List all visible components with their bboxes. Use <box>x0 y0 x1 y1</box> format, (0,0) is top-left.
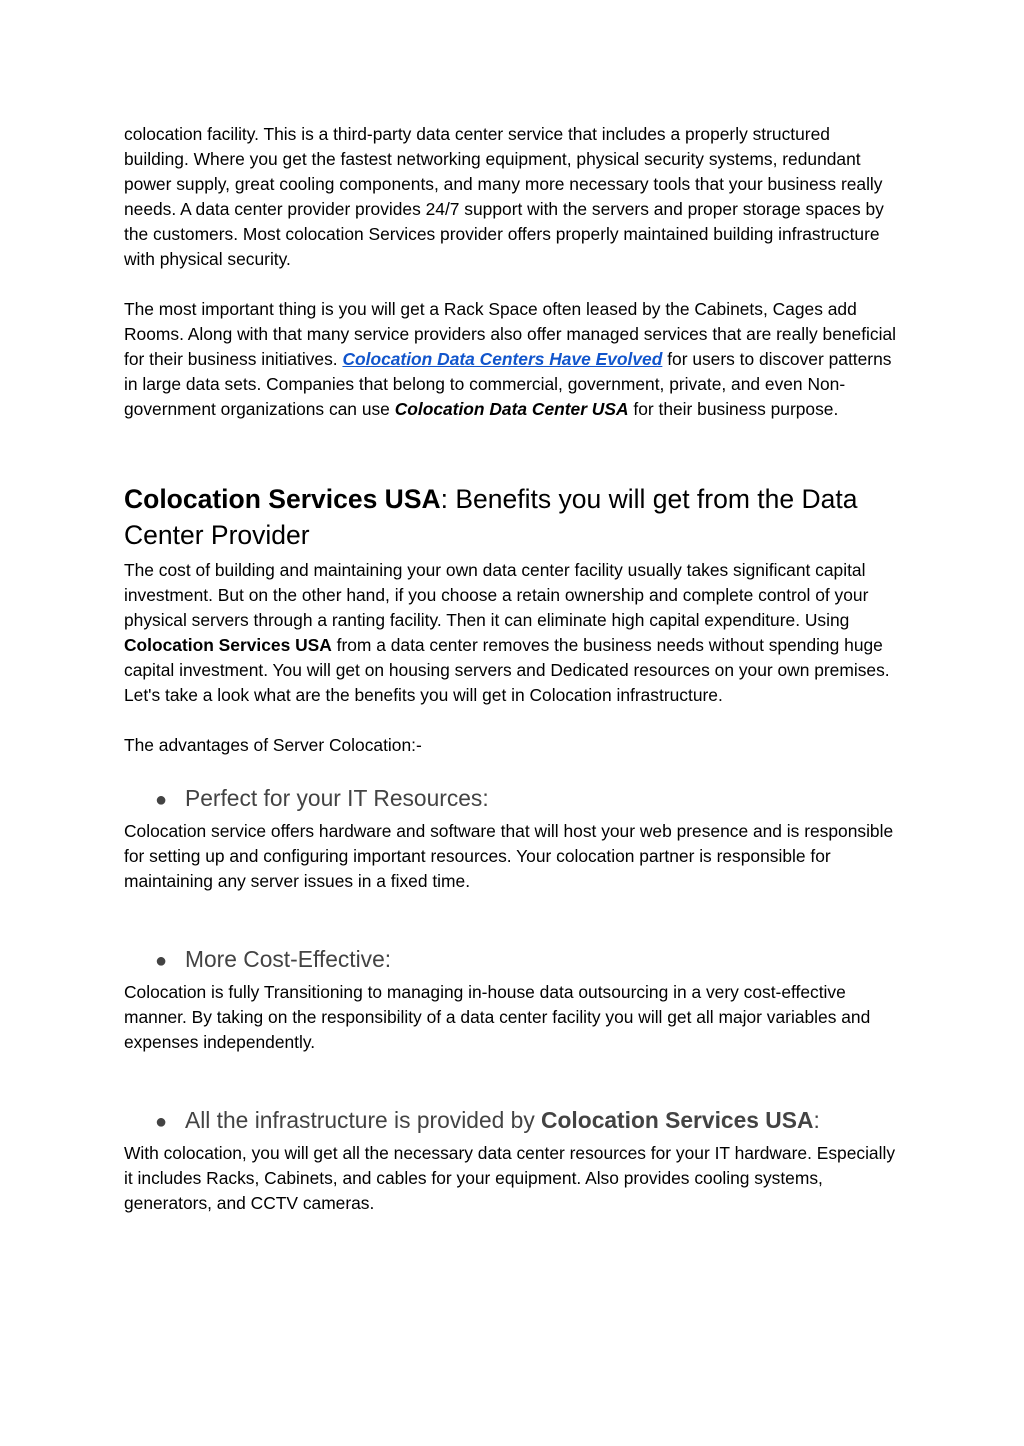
intro-p2-bold: Colocation Data Center USA <box>394 399 629 419</box>
section-p1-text-b: from a data center removes the business needs without spending huge capital investment. You will get on housing servers and Dedicated resources on your own premises. Let's take a look what are the benefits you will get in Colocation infrastructure. <box>124 635 890 705</box>
intro-p2-text-c: for their business purpose. <box>628 399 839 419</box>
section-paragraph-1 <box>124 558 899 708</box>
benefit-heading <box>155 944 899 976</box>
bullet-icon: ● <box>155 950 168 972</box>
benefit-heading-bold: Colocation Services USA <box>541 1107 814 1133</box>
benefit-heading-text: More Cost-Effective: <box>185 946 392 972</box>
benefit-heading-text-b: : <box>813 1107 820 1133</box>
section-heading-bold: Colocation Services USA <box>124 484 441 514</box>
benefit-heading-text-a: All the infrastructure is provided by <box>185 1107 542 1133</box>
benefit-text: Colocation service offers hardware and software that will host your web presence and is responsible for setting up and configuring important resources. Your colocation partner is responsible for maintaining any server issues in a fixed time. <box>124 821 894 891</box>
intro-p2-text-b: for users to discover patterns in large data sets. Companies that belong to commercial, government, private, and even Non-government organizations can use <box>124 349 892 419</box>
benefit-item <box>124 783 899 894</box>
benefit-text: Colocation is fully Transitioning to managing in-house data outsourcing in a very cost-effective manner. By taking on the responsibility of a data center facility you will get all major variables and expenses independently. <box>124 982 871 1052</box>
benefit-heading-text: Perfect for your IT Resources: <box>185 785 489 811</box>
benefit-heading <box>155 783 899 815</box>
intro-paragraph-1: colocation facility. This is a third-party data center service that includes a properly structured building. Where you get the fastest networking equipment, physical security systems, redundant power supply, great cooling components, and many more necessary tools that your business really needs. A data center provider provides 24/7 support with the servers and proper storage spaces by the customers. Most colocation Services provider offers properly maintained building infrastructure with physical security. <box>124 124 884 269</box>
intro-p2-text-a: The most important thing is you will get a Rack Space often leased by the Cabinets, Cages add Rooms. Along with that many service providers also offer managed services that are really beneficial for their business initiatives. <box>124 299 897 369</box>
benefit-item <box>124 1105 899 1216</box>
advantages-label: The advantages of Server Colocation:- <box>124 735 422 755</box>
section-p1-text-a: The cost of building and maintaining your own data center facility usually takes significant capital investment. But on the other hand, if you choose a retain ownership and complete control of your physical servers through a ranting facility. Then it can eliminate high capital expenditure. Using <box>124 560 869 630</box>
section-heading <box>124 481 899 553</box>
section-p1-bold: Colocation Services USA <box>124 635 332 655</box>
benefit-item <box>124 944 899 1055</box>
intro-paragraph-2 <box>124 297 899 422</box>
section-heading-rest: : Benefits you will get from the Data Center Provider <box>124 484 858 550</box>
document-page <box>124 122 899 1216</box>
benefit-heading <box>155 1105 899 1137</box>
bullet-icon: ● <box>155 789 168 811</box>
colocation-data-centers-link[interactable]: Colocation Data Centers Have Evolved <box>342 349 663 369</box>
bullet-icon: ● <box>155 1111 168 1133</box>
benefit-text: With colocation, you will get all the necessary data center resources for your IT hardware. Especially it includes Racks, Cabinets, and cables for your equipment. Also provides cooling systems, generators, and CCTV cameras. <box>124 1143 896 1213</box>
benefit-heading-text <box>185 1105 820 1135</box>
